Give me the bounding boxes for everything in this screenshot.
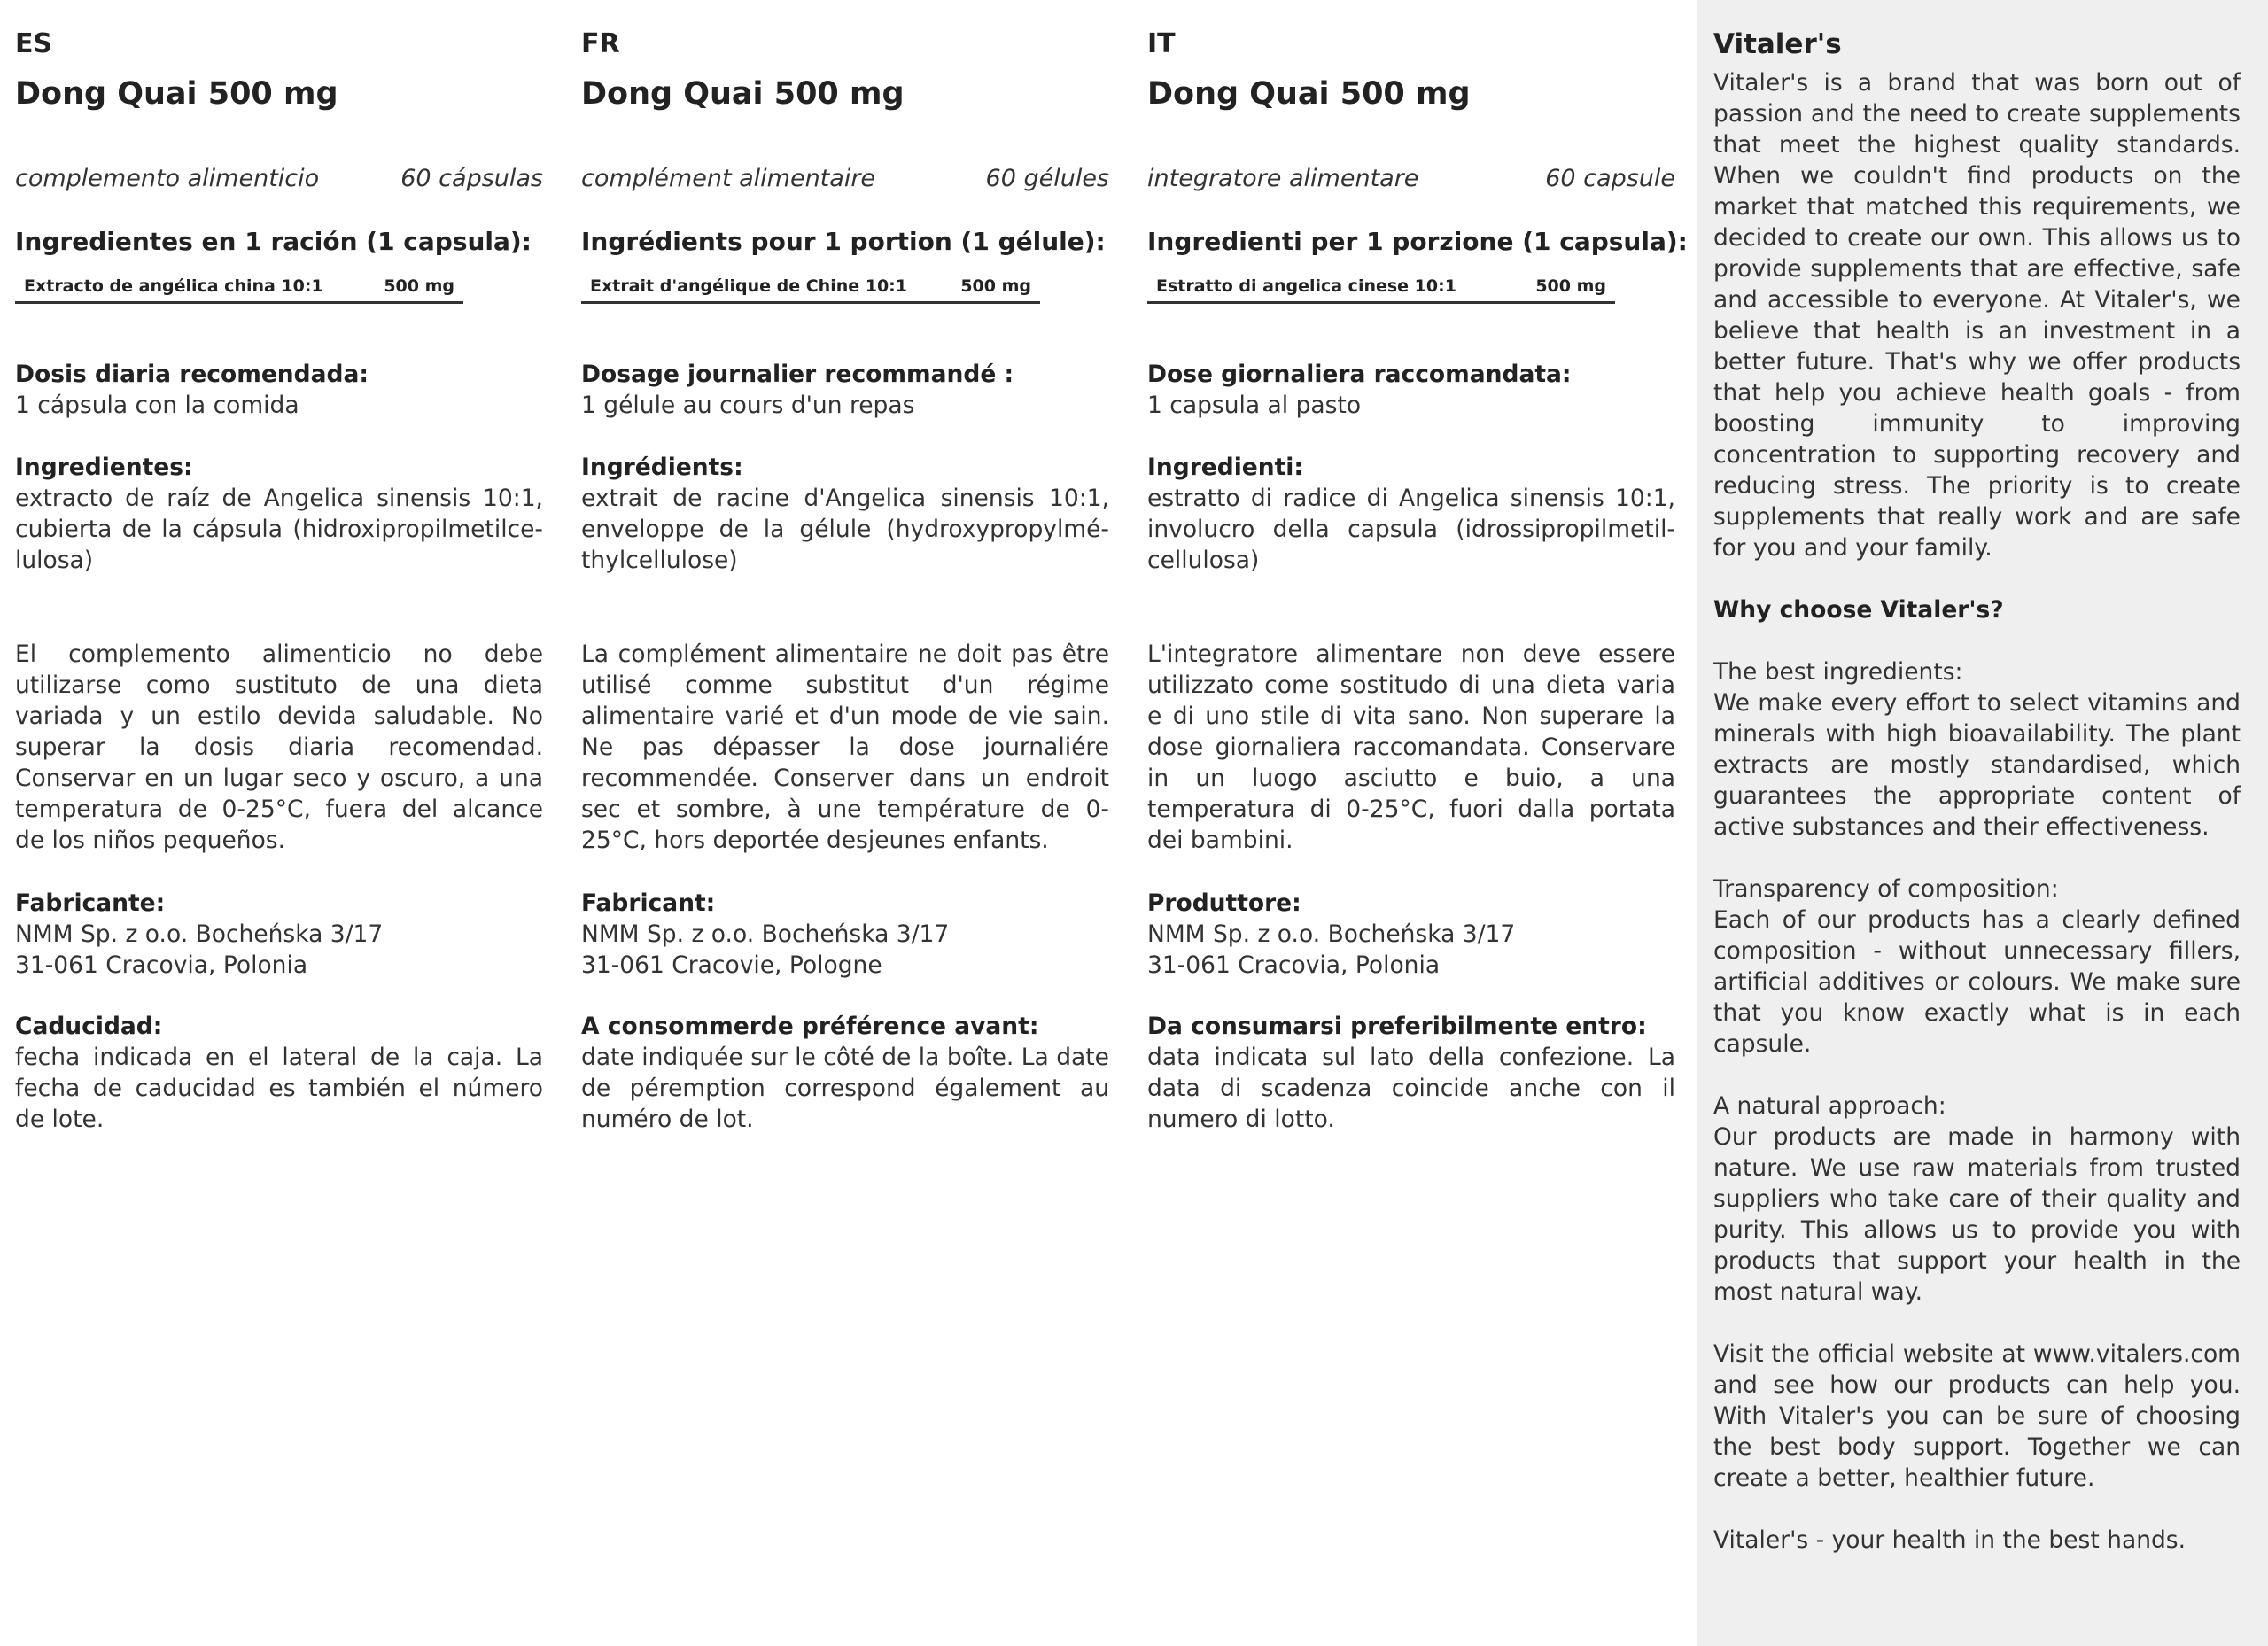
point-heading: The best ingredients: — [1713, 658, 1963, 686]
product-type-row — [581, 165, 1109, 192]
brand-title: Vitaler's — [1713, 28, 1842, 60]
ingredients-heading: Ingredientes: — [15, 454, 193, 481]
ingredient-name: Estratto di angelica cinese 10:1 — [1156, 276, 1456, 296]
ingredient-amount: 500 mg — [384, 276, 454, 296]
brand-intro: Vitaler's is a brand that was born out of passion and the need to create supplements that meet the highest quality standards. When we couldn't find products on the market that matched this requirements, we decided to create our own. This allows us to provide supplements that are effective, safe and accessible to everyone. At Vitaler's, we believe that health is an investment in a better future. That's why we offer products that help you achieve health goals - from boosting immunity to improving concentration to supporting recovery and reducing stress. The priority is to create supplements that really work and are safe for you and your family. — [1713, 69, 2241, 562]
dose-text: 1 cápsula con la comida — [15, 392, 299, 419]
product-type: complemento alimenticio — [15, 165, 320, 192]
dose-section — [15, 359, 543, 421]
ingredients-section — [1147, 452, 1675, 576]
visit-website-text: Visit the official website at www.vitalers.com and see how our products can help you. With Vitaler's you can be sure of choosing the best body support. Together we can create a better, healthier future. — [1713, 1340, 2241, 1492]
brand-panel — [1697, 0, 2268, 1646]
ingredient-table — [581, 271, 1040, 304]
manufacturer-address: NMM Sp. z o.o. Bocheńska 3/17 — [15, 920, 384, 948]
why-choose-heading: Why choose Vitaler's? — [1713, 596, 2004, 624]
ingredient-amount: 500 mg — [1535, 276, 1606, 296]
capsule-count: 60 gélules — [985, 165, 1109, 192]
point-best-ingredients — [1713, 656, 2241, 842]
warning-section — [1147, 639, 1675, 856]
manufacturer-heading: Produttore: — [1147, 889, 1301, 917]
ingredient-name: Extracto de angélica china 10:1 — [24, 276, 323, 296]
ingredients-per-serving-heading: Ingredienti per 1 porzione (1 capsula): — [1147, 227, 1688, 256]
manufacturer-city: 31-061 Cracovie, Pologne — [581, 951, 882, 979]
ingredient-name: Extrait d'angélique de Chine 10:1 — [590, 276, 907, 296]
warning-section — [581, 639, 1109, 856]
manufacturer-address: NMM Sp. z o.o. Bocheńska 3/17 — [581, 920, 950, 948]
manufacturer-address: NMM Sp. z o.o. Bocheńska 3/17 — [1147, 920, 1516, 948]
dose-text: 1 capsula al pasto — [1147, 392, 1362, 419]
point-heading: A natural approach: — [1713, 1092, 1946, 1120]
dose-heading: Dose giornaliera raccomandata: — [1147, 361, 1572, 388]
point-natural-approach — [1713, 1091, 2241, 1308]
manufacturer-section — [1147, 888, 1675, 981]
manufacturer-section — [15, 888, 543, 981]
ingredients-text: extracto de raíz de Angelica sinensis 10:1, cubierta de la cápsula (hidroxipropilmetilce-lulosa) — [15, 485, 543, 574]
expiry-heading: Da consumarsi preferibilmente entro: — [1147, 1013, 1647, 1040]
ingredient-table — [15, 271, 463, 304]
language-code: IT — [1147, 28, 1176, 59]
warning-text: El complemento alimenticio no debe utilizarse como sustituto de una dieta variada y un estilo devida saludable. No superar la dosis diaria recomendad. Conservar en un lugar seco y oscuro, a una temperatura de 0-25°C, fuera del alcance de los niños pequeños. — [15, 641, 543, 854]
expiry-text: fecha indicada en el lateral de la caja. La fecha de caducidad es también el número de lote. — [15, 1044, 543, 1133]
manufacturer-heading: Fabricante: — [15, 889, 166, 917]
dose-heading: Dosage journalier recommandé : — [581, 361, 1014, 388]
point-text: Each of our products has a clearly defined composition - without unnecessary fillers, artificial additives or colours. We make sure that you know exactly what is in each capsule. — [1713, 906, 2241, 1058]
ingredients-text: extrait de racine d'Angelica sinensis 10:1, enveloppe de la gélule (hydroxypropylmé-thylcellulose) — [581, 485, 1109, 574]
ingredients-section — [15, 452, 543, 576]
point-text: We make every effort to select vitamins and minerals with high bioavailability. The plant extracts are mostly standardised, which guarantees the appropriate content of active substances and their effectiveness. — [1713, 689, 2241, 841]
language-code: ES — [15, 28, 53, 59]
dose-heading: Dosis diaria recomendada: — [15, 361, 369, 388]
dose-text: 1 gélule au cours d'un repas — [581, 392, 915, 419]
manufacturer-section — [581, 888, 1109, 981]
expiry-heading: A consommerde préférence avant: — [581, 1013, 1039, 1040]
expiry-section — [1147, 1011, 1675, 1135]
ingredients-heading: Ingredienti: — [1147, 454, 1303, 481]
dose-section — [1147, 359, 1675, 421]
product-type-row — [1147, 165, 1675, 192]
ingredient-amount: 500 mg — [960, 276, 1031, 296]
dose-section — [581, 359, 1109, 421]
expiry-heading: Caducidad: — [15, 1013, 163, 1040]
capsule-count: 60 capsule — [1545, 165, 1675, 192]
ingredients-heading: Ingrédients: — [581, 454, 743, 481]
expiry-text: data indicata sul lato della confezione. La data di scadenza coincide anche con il numero di lotto. — [1147, 1044, 1675, 1133]
point-heading: Transparency of composition: — [1713, 875, 2059, 903]
warning-text: La complément alimentaire ne doit pas être utilisé comme substitut d'un régime alimentaire varié et d'un mode de vie sain. Ne pas dépasser la dose journaliére recommendée. Conserver dans un endroit sec et sombre, à une température de 0-25°C, hors deportée desjeunes enfants. — [581, 641, 1109, 854]
warning-text: L'integratore alimentare non deve essere utilizzato come sostitudo di una dieta varia e di uno stile di vita sano. Non superare la dose giornaliera raccomandata. Conservare in un luogo asciutto e buio, a una temperatura di 0-25°C, fuori dalla portata dei bambini. — [1147, 641, 1675, 854]
ingredient-table — [1147, 271, 1615, 304]
warning-section — [15, 639, 543, 856]
point-transparency — [1713, 873, 2241, 1060]
product-title: Dong Quai 500 mg — [1147, 76, 1471, 112]
capsule-count: 60 cápsulas — [400, 165, 543, 192]
manufacturer-heading: Fabricant: — [581, 889, 716, 917]
ingredients-per-serving-heading: Ingrédients pour 1 portion (1 gélule): — [581, 227, 1106, 256]
point-text: Our products are made in harmony with nature. We use raw materials from trusted suppliers who take care of their quality and purity. This allows us to provide you with products that support your health in the most natural way. — [1713, 1123, 2241, 1306]
brand-slogan: Vitaler's - your health in the best hands. — [1713, 1526, 2186, 1554]
product-type: integratore alimentare — [1147, 165, 1419, 192]
ingredients-text: estratto di radice di Angelica sinensis 10:1, involucro della capsula (idrossipropilmetil-cellulosa) — [1147, 485, 1675, 574]
product-type: complément alimentaire — [581, 165, 876, 192]
brand-panel-content — [1713, 25, 2241, 1556]
expiry-text: date indiquée sur le côté de la boîte. La date de péremption correspond également au numéro de lot. — [581, 1044, 1109, 1133]
language-code: FR — [581, 28, 620, 59]
manufacturer-city: 31-061 Cracovia, Polonia — [1147, 951, 1441, 979]
ingredients-per-serving-heading: Ingredientes en 1 ración (1 capsula): — [15, 227, 532, 256]
product-type-row — [15, 165, 543, 192]
ingredients-section — [581, 452, 1109, 576]
expiry-section — [581, 1011, 1109, 1135]
product-title: Dong Quai 500 mg — [581, 76, 905, 112]
manufacturer-city: 31-061 Cracovia, Polonia — [15, 951, 308, 979]
expiry-section — [15, 1011, 543, 1135]
product-title: Dong Quai 500 mg — [15, 76, 338, 112]
